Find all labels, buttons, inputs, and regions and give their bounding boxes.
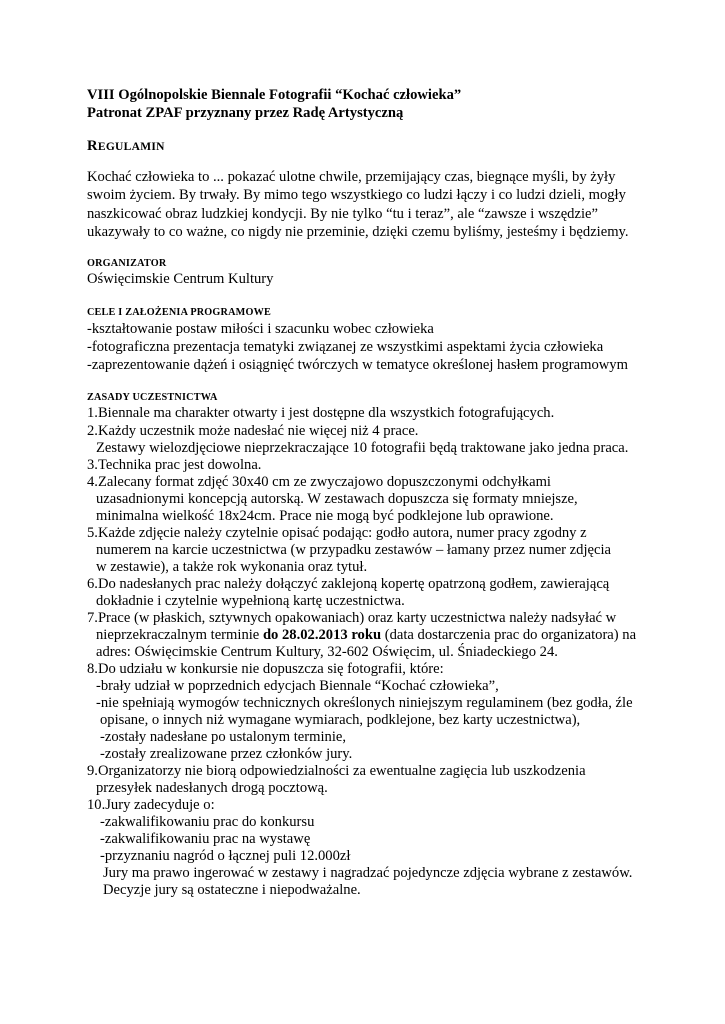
intro-line: swoim życiem. By trwały. By mimo tego wszystkiego co ludzi łączy i co ludzi dzieli, mogły: [87, 187, 626, 203]
zasady-heading: ZASADY UCZESTNICTWA: [87, 392, 218, 403]
zasady-line: numerem na karcie uczestnictwa (w przypadku zestawów – łamany przez numer zdjęcia: [96, 542, 611, 558]
zasady-line: dokładnie i czytelnie wypełnioną kartę uczestnictwa.: [96, 593, 405, 609]
regulamin-rest: EGULAMIN: [97, 141, 165, 153]
zasady-line: uzasadnionymi koncepcją autorską. W zestawach dopuszcza się formaty mniejsze,: [96, 491, 578, 507]
zasady-line: -zakwalifikowaniu prac na wystawę: [100, 831, 311, 847]
cele-item: -fotograficzna prezentacja tematyki związanej ze wszystkimi aspektami życia człowieka: [87, 339, 604, 355]
regulamin-heading: [87, 137, 165, 156]
zasady-line: w zestawie), a także rok wykonania oraz tytuł.: [96, 559, 368, 575]
zasady-line: 6.Do nadesłanych prac należy dołączyć zaklejoną kopertę opatrzoną godłem, zawierającą: [87, 576, 610, 592]
deadline-text-before: nieprzekraczalnym terminie: [96, 627, 263, 643]
zasady-line: minimalna wielkość 18x24cm. Prace nie mogą być podklejone lub oprawione.: [96, 508, 554, 524]
regulamin-initial: R: [87, 138, 98, 154]
zasady-line: 2.Każdy uczestnik może nadesłać nie więcej niż 4 prace.: [87, 423, 419, 439]
zasady-line: opisane, o innych niż wymagane wymiarach, podklejone, bez karty uczestnictwa),: [100, 712, 581, 728]
zasady-line: przesyłek nadesłanych drogą pocztową.: [96, 780, 328, 796]
zasady-line: 7.Prace (w płaskich, sztywnych opakowaniach) oraz karty uczestnictwa należy nadsyłać w: [87, 610, 617, 626]
intro-line: naszkicować obraz ludzkiej kondycji. By nie tylko “tu i teraz”, ale “zawsze i wszędzie”: [87, 206, 598, 222]
zasady-line: 1.Biennale ma charakter otwarty i jest dostępne dla wszystkich fotografujących.: [87, 405, 555, 421]
zasady-line: -brały udział w poprzednich edycjach Biennale “Kochać człowieka”,: [96, 678, 499, 694]
zasady-line: -zostały zrealizowane przez członków jury.: [100, 746, 353, 762]
zasady-line-deadline: [96, 626, 636, 644]
intro-line: ukazywały to co ważne, co nigdy nie przeminie, dzięki czemu byliśmy, jesteśmy i będziemy.: [87, 224, 629, 240]
organizator-heading: ORGANIZATOR: [87, 258, 167, 269]
cele-item: -kształtowanie postaw miłości i szacunku wobec człowieka: [87, 321, 434, 337]
cele-heading: CELE I ZAŁOŻENIA PROGRAMOWE: [87, 307, 271, 318]
deadline-text-after: (data dostarczenia prac do organizatora) na: [381, 627, 637, 643]
zasady-line: Jury ma prawo ingerować w zestawy i nagradzać pojedyncze zdjęcia wybrane z zestawów.: [103, 865, 633, 881]
organizator-name: Oświęcimskie Centrum Kultury: [87, 271, 274, 287]
deadline-date: do 28.02.2013 roku: [262, 627, 382, 643]
document-title: VIII Ogólnopolskie Biennale Fotografii “Kochać człowieka”: [87, 87, 462, 103]
zasady-line: adres: Oświęcimskie Centrum Kultury, 32-602 Oświęcim, ul. Śniadeckiego 24.: [96, 644, 558, 660]
zasady-line: -nie spełniają wymogów technicznych określonych niniejszym regulaminem (bez godła, źle: [96, 695, 633, 711]
zasady-line: 5.Każde zdjęcie należy czytelnie opisać podając: godło autora, numer pracy zgodny z: [87, 525, 587, 541]
cele-item: -zaprezentowanie dążeń i osiągnięć twórczych w tematyce określonej hasłem programowym: [87, 357, 628, 373]
zasady-line: 3.Technika prac jest dowolna.: [87, 457, 262, 473]
document-subtitle: Patronat ZPAF przyznany przez Radę Artystyczną: [87, 105, 404, 121]
zasady-line: Zestawy wielozdjęciowe nieprzekraczające 10 fotografii będą traktowane jako jedna praca.: [96, 440, 629, 456]
zasady-line: -przyznaniu nagród o łącznej puli 12.000zł: [100, 848, 351, 864]
zasady-line: 8.Do udziału w konkursie nie dopuszcza się fotografii, które:: [87, 661, 444, 677]
zasady-line: -zakwalifikowaniu prac do konkursu: [100, 814, 315, 830]
zasady-line: 4.Zalecany format zdjęć 30x40 cm ze zwyczajowo dopuszczonymi odchyłkami: [87, 474, 551, 490]
zasady-line: 9.Organizatorzy nie biorą odpowiedzialności za ewentualne zagięcia lub uszkodzenia: [87, 763, 586, 779]
intro-line: Kochać człowieka to ... pokazać ulotne chwile, przemijający czas, biegnące myśli, by żyły: [87, 169, 616, 185]
zasady-line: Decyzje jury są ostateczne i niepodważalne.: [103, 882, 361, 898]
zasady-line: -zostały nadesłane po ustalonym terminie,: [100, 729, 346, 745]
zasady-line: 10.Jury zadecyduje o:: [87, 797, 215, 813]
